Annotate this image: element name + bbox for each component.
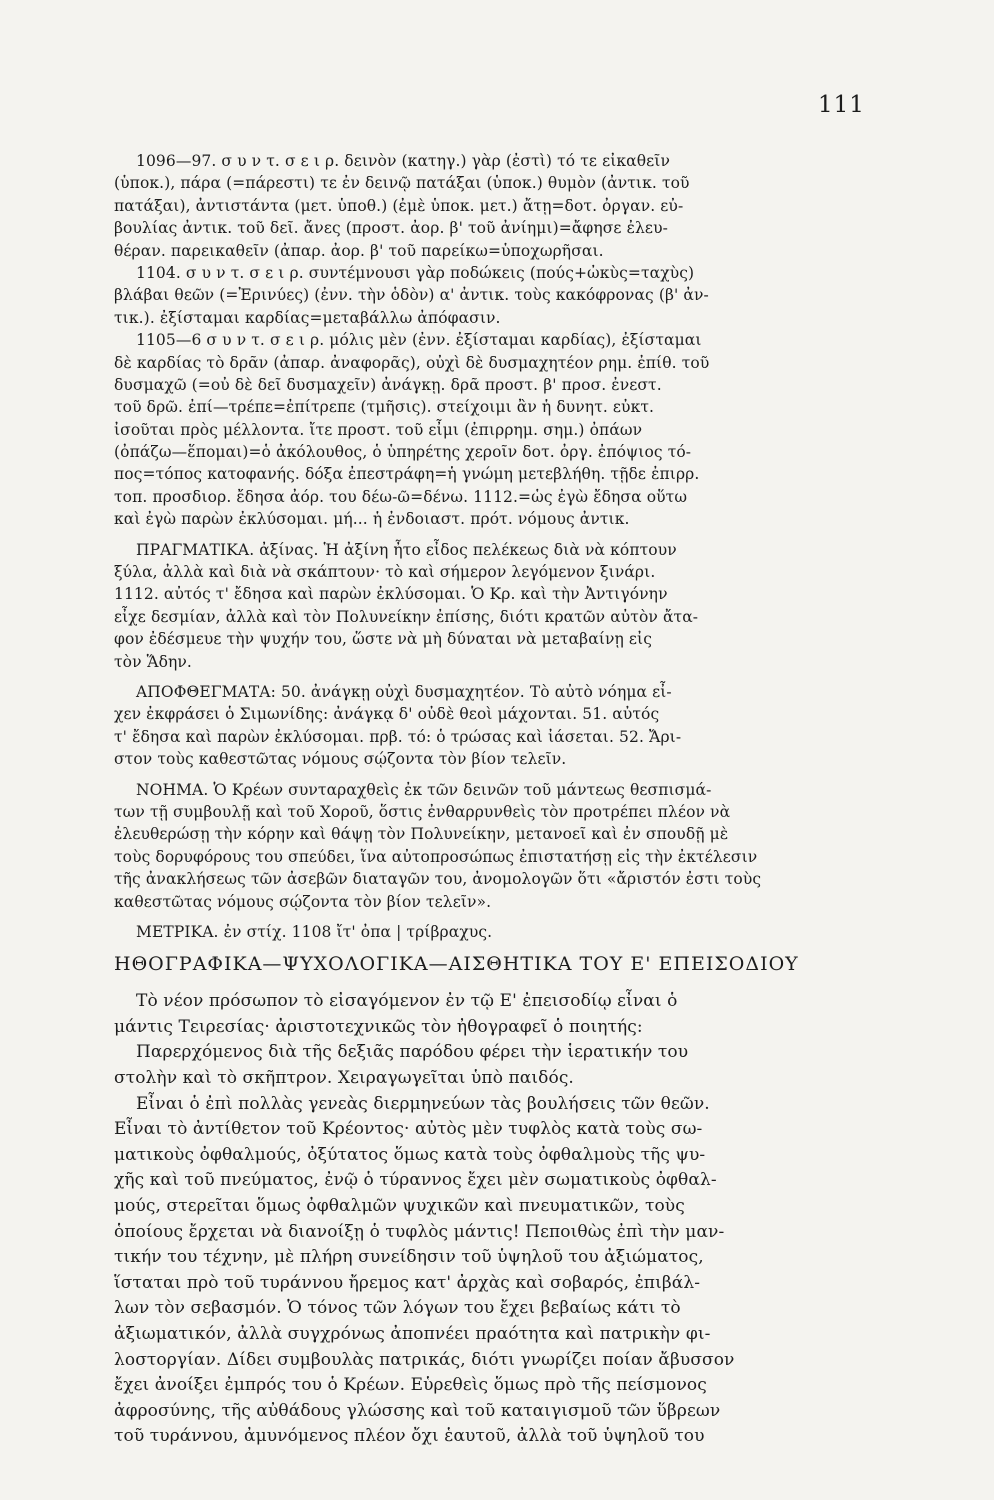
text-line: λων τὸν σεβασμόν. Ὁ τόνος τῶν λόγων του ἔχει βεβαίως κάτι τὸ [114,1298,681,1319]
text-line: βουλίας ἀντικ. τοῦ δεῖ. ἄνες (προστ. ἀορ. β' τοῦ ἀνίημι)=ἄφησε ἐλευ- [114,219,668,238]
text-line: (ὀπάζω—ἕπομαι)=ὁ ἀκόλουθος, ὁ ὑπηρέτης χεροῖν δοτ. ὀργ. ἐπόψιος τό- [114,443,692,462]
text-line: τοῦ τυράννου, ἀμυνόμενος πλέον ὄχι ἑαυτοῦ, ἀλλὰ τοῦ ὑψηλοῦ του [114,1426,705,1447]
text-line: λοστοργίαν. Δίδει συμβουλὰς πατρικάς, διότι γνωρίζει ποίαν ἄβυσσον [114,1349,735,1370]
text-line: δὲ καρδίας τὸ δρᾶν (ἀπαρ. ἀναφορᾶς), οὐχὶ δὲ δυσμαχητέον ρημ. ἐπίθ. τοῦ [114,353,710,372]
text-line: ΝΟΗΜΑ. Ὁ Κρέων συνταραχθεὶς ἐκ τῶν δεινῶν τοῦ μάντεως θεσπισμά- [136,780,712,799]
text-line: 1105—6 σ υ ν τ. σ ε ι ρ. μόλις μὲν (ἐνν. ἐξίσταμαι καρδίας), ἐξίσταμαι [136,331,702,350]
text-line: Τὸ νέον πρόσωπον τὸ εἰσαγόμενον ἐν τῷ Ε' ἐπεισοδίῳ εἶναι ὁ [136,991,678,1012]
text-line: τοπ. προσδιορ. ἔδησα ἀόρ. του δέω-ῶ=δένω. 1112.=ὡς ἐγὼ ἔδησα οὕτω [114,487,688,506]
text-line: ὁποίους ἔρχεται νὰ διανοίξῃ ὁ τυφλὸς μάντις! Πεποιθὼς ἐπὶ τὴν μαν- [114,1221,725,1242]
text-line: ΑΠΟΦΘΕΓΜΑΤΑ: 50. ἀνάγκῃ οὐχὶ δυσμαχητέον. Τὸ αὐτὸ νόημα εἶ- [136,682,672,701]
noima-block [114,779,866,913]
text-line: ματικοὺς ὀφθαλμούς, ὀξύτατος ὅμως κατὰ τοὺς ὀφθαλμοὺς τῆς ψυ- [114,1144,706,1165]
text-line: ἀφροσύνης, τῆς αὐθάδους γλώσσης καὶ τοῦ καταιγισμοῦ τῶν ὕβρεων [114,1400,721,1421]
text-line: τικήν του τέχνην, μὲ πλήρη συνείδησιν τοῦ ὑψηλοῦ του ἀξιώματος, [114,1247,704,1268]
text-line: δυσμαχῶ (=οὐ δὲ δεῖ δυσμαχεῖν) ἀνάγκῃ. δρᾶ προστ. β' προσ. ἐνεστ. [114,375,662,394]
text-line: βλάβαι θεῶν (=Ἐρινύες) (ἐνν. τὴν ὁδὸν) α' ἀντικ. τοὺς κακόφρονας (β' ἀν- [114,286,709,305]
apofthegmata-block [114,681,866,771]
text-line: ΠΡΑΓΜΑΤΙΚΑ. ἀξίνας. Ἡ ἀξίνη ἦτο εἶδος πελέκεως διὰ νὰ κόπτουν [136,540,677,559]
text-line: Εἶναι τὸ ἀντίθετον τοῦ Κρέοντος· αὐτὸς μὲν τυφλὸς κατὰ τοὺς σω- [114,1119,703,1140]
paragraph-1 [114,1040,866,1091]
text-line: ἔχει ἀνοίξει ἐμπρός του ὁ Κρέων. Εὑρεθεὶς ὅμως πρὸ τῆς πείσμονος [114,1375,707,1396]
commentary-block [114,150,866,531]
text-line: θέραν. παρεικαθεῖν (ἀπαρ. ἀορ. β' τοῦ παρείκω=ὑποχωρῆσαι. [114,241,604,260]
pragmatika-block [114,539,866,673]
text-line: ἰσοῦται πρὸς μέλλοντα. ἴτε προστ. τοῦ εἶμι (ἐπιρρημ. σημ.) ὀπάων [114,420,643,439]
text-line: ἐλευθερώσῃ τὴν κόρην καὶ θάψῃ τὸν Πολυνείκην, μετανοεῖ καὶ ἐν σπουδῇ μὲ [114,825,729,844]
text-line: 1104. σ υ ν τ. σ ε ι ρ. συντέμνουσι γὰρ ποδώκεις (πούς+ὠκὺς=ταχὺς) [136,263,695,282]
text-line: ἵσταται πρὸ τοῦ τυράννου ἤρεμος κατ' ἀρχὰς καὶ σοβαρός, ἐπιβάλ- [114,1272,701,1293]
text-line: εἶχε δεσμίαν, ἀλλὰ καὶ τὸν Πολυνείκην ἐπίσης, διότι κρατῶν αὐτὸν ἄτα- [114,607,699,626]
paragraph-2 [114,1092,866,1450]
section-title: ΗΘΟΓΡΑΦΙΚΑ—ΨΥΧΟΛΟΓΙΚΑ—ΑΙΣΘΗΤΙΚΑ ΤΟΥ Ε' ΕΠΕΙΣΟΔΙΟΥ [114,953,799,976]
text-line: (ὑποκ.), πάρα (=πάρεστι) τε ἐν δεινῷ πατάξαι (ὑποκ.) θυμὸν (ἀντικ. τοῦ [114,174,690,193]
metrika-block [114,921,866,943]
text-line: μούς, στερεῖται ὅμως ὀφθαλμῶν ψυχικῶν καὶ πνευματικῶν, τοὺς [114,1196,685,1217]
text-line: των τῇ συμβουλῇ καὶ τοῦ Χοροῦ, ὅστις ἐνθαρρυνθεὶς τὸν προτρέπει πλέον νὰ [114,802,731,821]
text-line: στον τοὺς καθεστῶτας νόμους σῴζοντα τὸν βίον τελεῖν. [114,750,567,769]
text-line: χεν ἐκφράσει ὁ Σιμωνίδης: ἀνάγκᾳ δ' οὐδὲ θεοὶ μάχονται. 51. αὐτός [114,705,660,724]
text-line: τικ.). ἐξίσταμαι καρδίας=μεταβάλλω ἀπόφασιν. [114,308,501,327]
text-line: τ' ἔδησα καὶ παρὼν ἐκλύσομαι. πρβ. τό: ὁ τρώσας καὶ ἰάσεται. 52. Ἄρι- [114,727,682,746]
text-line: στολὴν καὶ τὸ σκῆπτρον. Χειραγωγεῖται ὑπὸ παιδός. [114,1068,574,1089]
text-line: καθεστῶτας νόμους σῴζοντα τὸν βίον τελεῖν». [114,892,492,911]
text-line: τοὺς δορυφόρους του σπεύδει, ἵνα αὐτοπροσώπως ἐπιστατήσῃ εἰς τὴν ἐκτέλεσιν [114,847,758,866]
text-line: 1112. αὐτός τ' ἔδησα καὶ παρὼν ἐκλύσομαι. Ὁ Κρ. καὶ τὴν Ἀντιγόνην [114,585,668,604]
text-line: τὸν Ἅδην. [114,652,192,671]
text-line: Παρερχόμενος διὰ τῆς δεξιᾶς παρόδου φέρει τὴν ἱερατικήν του [136,1042,689,1063]
text-line: καὶ ἐγὼ παρὼν ἐκλύσομαι. μή... ἡ ἐνδοιαστ. πρότ. νόμους ἀντικ. [114,510,630,529]
text-line: μάντις Τειρεσίας· ἀριστοτεχνικῶς τὸν ἠθογραφεῖ ὁ ποιητής: [114,1016,643,1037]
page-number: 111 [818,92,865,118]
text-line: 1096—97. σ υ ν τ. σ ε ι ρ. δεινὸν (κατηγ.) γὰρ (ἐστὶ) τό τε εἰκαθεῖν [136,152,670,170]
text-block [114,150,866,1450]
intro-block [114,989,866,1040]
text-line: ΜΕΤΡΙΚΑ. ἐν στίχ. 1108 ἴτ' ὀπα | τρίβραχυς. [136,922,493,941]
text-line: τῆς ἀνακλήσεως τῶν ἀσεβῶν διαταγῶν του, ἀνομολογῶν ὅτι «ἄριστόν ἐστι τοὺς [114,870,762,889]
text-line: τοῦ δρῶ. ἐπί—τρέπε=ἐπίτρεπε (τμῆσις). στείχοιμι ἂν ἡ δυνητ. εὐκτ. [114,398,655,417]
text-line: χῆς καὶ τοῦ πνεύματος, ἐνῷ ὁ τύραννος ἔχει μὲν σωματικοὺς ὀφθαλ- [114,1170,717,1191]
text-line: φον ἐδέσμευε τὴν ψυχήν του, ὥστε νὰ μὴ δύναται νὰ μεταβαίνῃ εἰς [114,630,653,649]
text-line: Εἶναι ὁ ἐπὶ πολλὰς γενεὰς διερμηνεύων τὰς βουλήσεις τῶν θεῶν. [136,1093,710,1114]
text-line: ἀξιωματικόν, ἀλλὰ συγχρόνως ἀποπνέει πραότητα καὶ πατρικὴν φι- [114,1324,711,1344]
text-line: πατάξαι), ἀντιστάντα (μετ. ὑποθ.) (ἐμὲ ὑποκ. μετ.) ἄτῃ=δοτ. ὀργαν. εὐ- [114,196,684,215]
text-line: πος=τόπος κατοφανής. δόξα ἐπεστράφη=ἡ γνώμη μετεβλήθη. τῇδε ἐπιρρ. [114,465,700,484]
text-line: ξύλα, ἀλλὰ καὶ διὰ νὰ σκάπτουν· τὸ καὶ σήμερον λεγόμενον ξινάρι. [114,563,656,582]
